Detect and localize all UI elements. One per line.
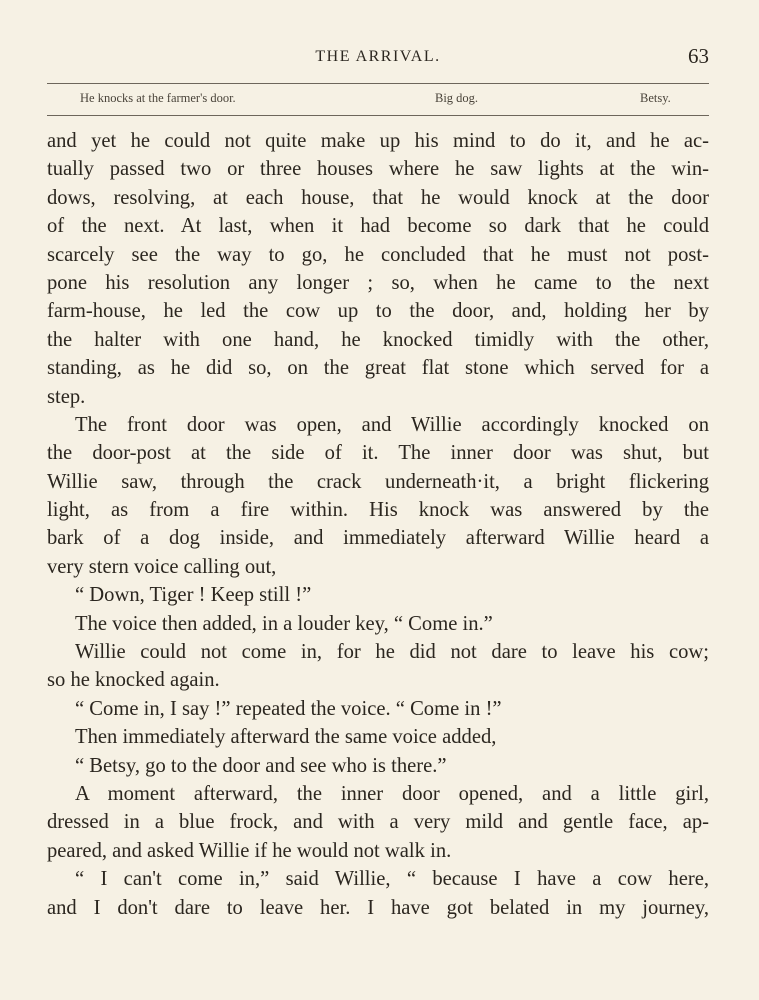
body-line: pone his resolution any longer ; so, when he came to the next <box>47 271 709 294</box>
body-line: very stern voice calling out, <box>47 555 277 578</box>
body-line: “ Down, Tiger ! Keep still !” <box>75 584 312 607</box>
body-line: dows, resolving, at each house, that he would knock at the door <box>47 186 709 209</box>
body-line: dressed in a blue frock, and with a very mild and gentle face, ap- <box>47 811 709 834</box>
body-line: peared, and asked Willie if he would not walk in. <box>47 839 452 862</box>
running-head <box>47 44 709 72</box>
body-line: light, as from a fire within. His knock was answered by the <box>47 499 709 522</box>
summary-left: He knocks at the farmer's door. <box>80 91 236 105</box>
body-line: A moment afterward, the inner door opened, and a little girl, <box>75 782 709 805</box>
body-line: of the next. At last, when it had become so dark that he could <box>47 215 709 238</box>
body-line: “ Betsy, go to the door and see who is there.” <box>75 754 447 777</box>
body-line: Willie could not come in, for he did not dare to leave his cow; <box>75 641 709 664</box>
body-line: “ Come in, I say !” repeated the voice. “ Come in !” <box>75 697 502 720</box>
summary-right: Betsy. <box>640 91 671 105</box>
body-line: standing, as he did so, on the great flat stone which served for a <box>47 357 709 380</box>
body-line: The voice then added, in a louder key, “ Come in.” <box>75 612 493 635</box>
body-line: Then immediately afterward the same voice added, <box>75 726 497 749</box>
body-line: The front door was open, and Willie accordingly knocked on <box>75 413 709 436</box>
body-line: farm-house, he led the cow up to the door, and, holding her by <box>47 300 709 323</box>
chapter-title: THE ARRIVAL. <box>315 48 441 65</box>
body-line: the door-post at the side of it. The inner door was shut, but <box>47 442 709 465</box>
body-line: and I don't dare to leave her. I have got belated in my journey, <box>47 896 709 919</box>
body-text <box>47 127 709 922</box>
body-line: bark of a dog inside, and immediately afterward Willie heard a <box>47 527 709 550</box>
body-line: the halter with one hand, he knocked timidly with the other, <box>47 328 709 351</box>
body-line: scarcely see the way to go, he concluded that he must not post- <box>47 243 709 266</box>
summary-center: Big dog. <box>435 91 479 105</box>
body-line: and yet he could not quite make up his mind to do it, and he ac- <box>47 130 709 152</box>
body-line: “ I can't come in,” said Willie, “ because I have a cow here, <box>75 868 709 891</box>
header-rule-bottom <box>47 115 709 116</box>
body-line: Willie saw, through the crack underneath·it, a bright flickering <box>47 470 709 493</box>
body-line: step. <box>47 385 86 408</box>
body-line: tually passed two or three houses where he saw lights at the win- <box>47 158 709 181</box>
page-number: 63 <box>688 44 709 68</box>
header-rule-top <box>47 83 709 84</box>
body-line: so he knocked again. <box>47 669 220 692</box>
